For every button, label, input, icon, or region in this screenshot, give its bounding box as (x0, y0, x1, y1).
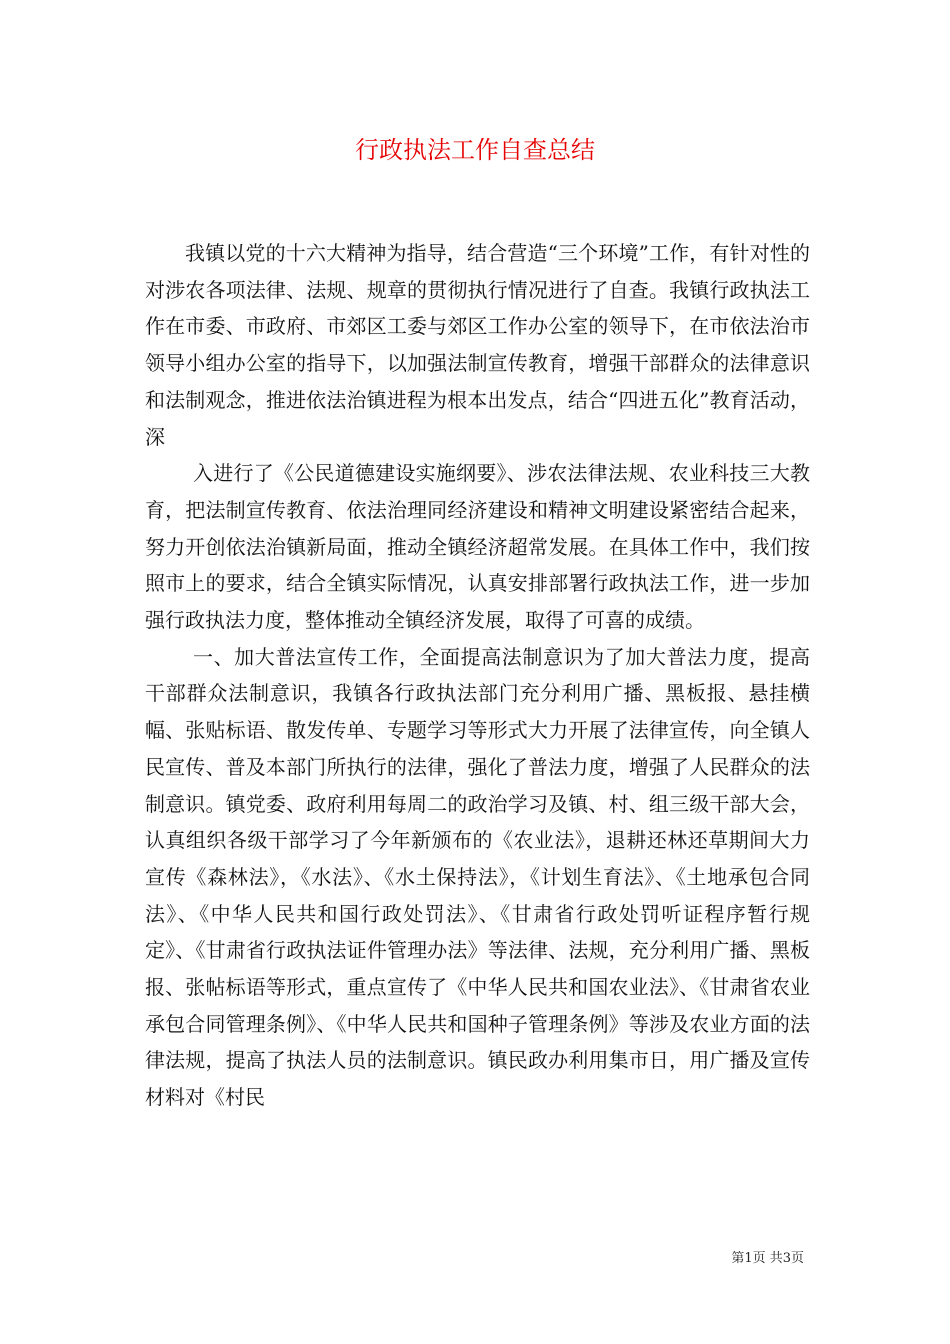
document-body (145, 235, 810, 1116)
page-number-footer: 第1页 共3页 (731, 1251, 804, 1266)
page-title: 行政执法工作自查总结 (355, 136, 595, 164)
paragraph-continuation: 入进行了《公民道德建设实施纲要》、涉农法律法规、农业科技三大教育，把法制宣传教育、依法治理同经济建设和精神文明建设紧密结合起来，努力开创依法治镇新局面，推动全镇经济超常发展。在具体工作中，我们按照市上的要求，结合全镇实际情况，认真安排部署行政执法工作，进一步加强行政执法力度，整体推动全镇经济发展，取得了可喜的成绩。 (145, 461, 810, 633)
paragraph-intro: 我镇以党的十六大精神为指导，结合营造“三个环境”工作，有针对性的对涉农各项法律、法规、规章的贯彻执行情况进行了自查。我镇行政执法工作在市委、市政府、市郊区工委与郊区工作办公室的领导下，在市依法治市领导小组办公室的指导下，以加强法制宣传教育，增强干部群众的法律意识和法制观念，推进依法治镇进程为根本出发点，结合“四进五化”教育活动，深 (145, 241, 810, 449)
paragraph-section-one: 一、加大普法宣传工作，全面提高法制意识为了加大普法力度，提高干部群众法制意识，我镇各行政执法部门充分利用广播、黑板报、悬挂横幅、张贴标语、散发传单、专题学习等形式大力开展了法律宣传，向全镇人民宣传、普及本部门所执行的法律，强化了普法力度，增强了人民群众的法制意识。镇党委、政府利用每周二的政治学习及镇、村、组三级干部大会，认真组织各级干部学习了今年新颁布的《农业法》，退耕还林还草期间大力宣传《森林法》，《水法》、《水土保持法》，《计划生育法》、《土地承包合同法》、《中华人民共和国行政处罚法》、《甘肃省行政处罚听证程序暂行规定》、《甘肃省行政执法证件管理办法》等法律、法规，充分利用广播、黑板报、张帖标语等形式，重点宣传了《中华人民共和国农业法》、《甘肃省农业承包合同管理条例》、《中华人民共和国种子管理条例》等涉及农业方面的法律法规，提高了执法人员的法制意识。镇民政办利用集市日，用广播及宣传材料对《村民 (145, 644, 810, 1110)
